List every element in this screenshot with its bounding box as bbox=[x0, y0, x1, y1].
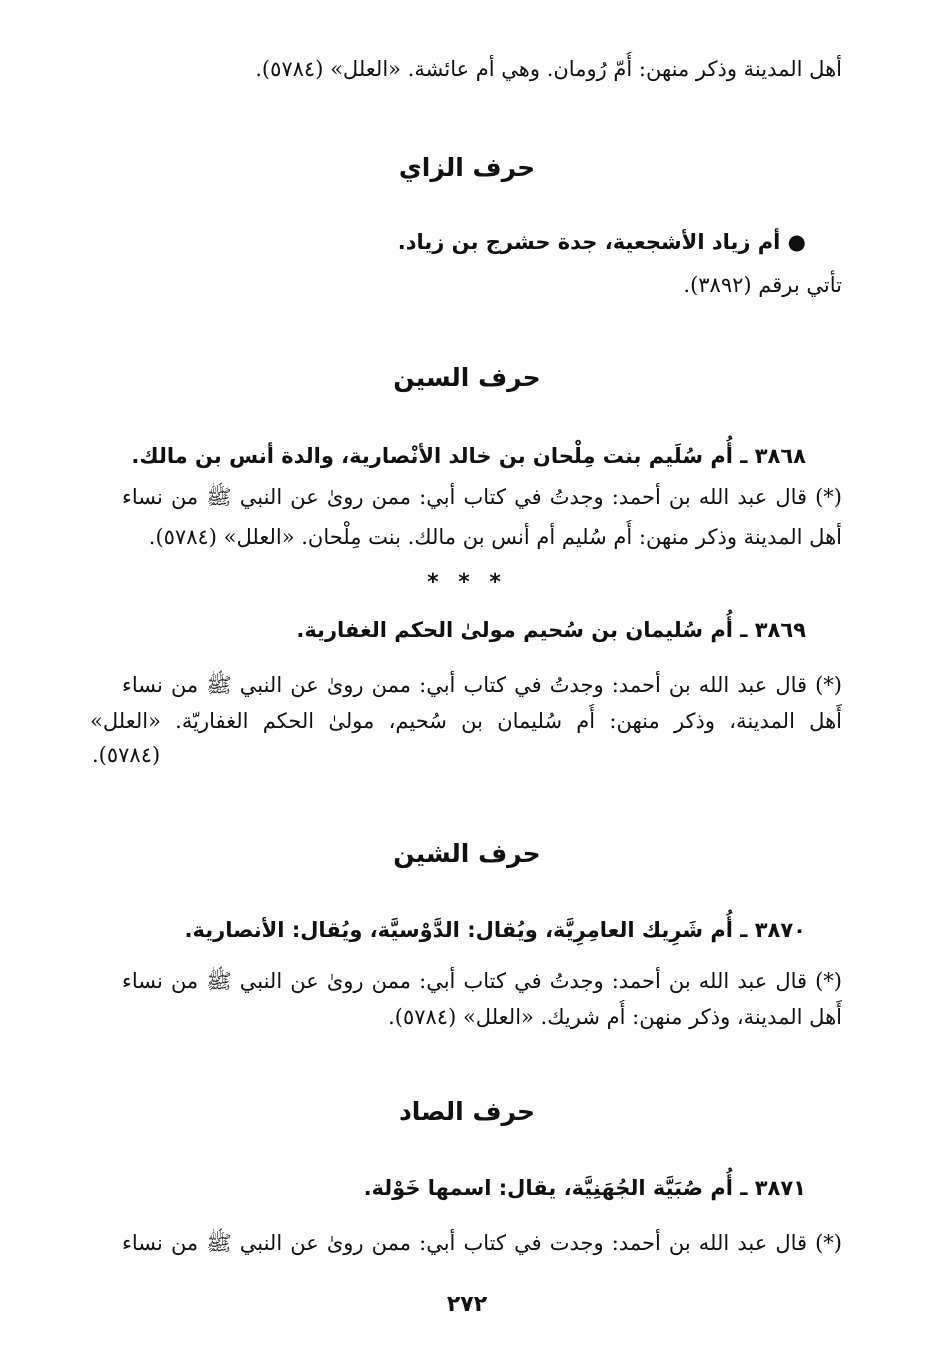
entry-separator: * * * bbox=[427, 570, 507, 595]
entry-3868-title: ٣٨٦٨ ـ أُم سُلَيم بنت مِلْحان بن خالد الأنْصارية، والدة أنس بن مالك. bbox=[131, 444, 806, 468]
cross-reference-note: تأتي برقم (٣٨٩٢). bbox=[683, 273, 842, 297]
continuation-line: أهل المدينة وذكر منهن: أُمّ رُومان. وهي أم عائشة. «العلل» (٥٧٨٤). bbox=[255, 57, 842, 81]
entry-3869-text: (٥٧٨٤). bbox=[92, 743, 161, 767]
entry-3869-text: (*) قال عبد الله بن أحمد: وجدتُ في كتاب أبي: ممن روىٰ عن النبي ﷺ من نساء bbox=[122, 673, 842, 697]
entry-3870-text: أَهل المدينة، وذكر منهن: أُم شريك. «العلل» (٥٧٨٤). bbox=[388, 1005, 842, 1029]
entry-3870-title: ٣٨٧٠ ـ أُم شَرِيك العامِرِيَّة، ويُقال: الدَّوْسيَّة، ويُقال: الأنصارية. bbox=[184, 918, 806, 942]
section-heading-sad: حرف الصاد bbox=[398, 1097, 536, 1126]
entry-3868-text: (*) قال عبد الله بن أحمد: وجدتُ في كتاب أبي: ممن روىٰ عن النبي ﷺ من نساء bbox=[122, 485, 842, 509]
entry-3871-text: (*) قال عبد الله بن أحمد: وجدت في كتاب أبي: ممن روىٰ عن النبي ﷺ من نساء bbox=[122, 1231, 842, 1255]
entry-3871-title: ٣٨٧١ ـ أُم صُبَيَّة الجُهَنِيَّة، يقال: اسمها خَوْلة. bbox=[363, 1176, 806, 1200]
entry-umm-ziyad: ● أم زياد الأشجعية، جدة حشرج بن زياد. bbox=[397, 230, 806, 254]
entry-3868-text: أهل المدينة وذكر منهن: أُم سُليم أم أنس بن مالك. بنت مِلْحان. «العلل» (٥٧٨٤). bbox=[148, 525, 842, 549]
entry-3869-title: ٣٨٦٩ ـ أُم سُليمان بن سُحيم مولىٰ الحكم الغفارية. bbox=[296, 618, 806, 642]
entry-3869-text: أَهل المدينة، وذكر منهن: أُم سُليمان بن سُحيم، مولىٰ الحكم الغفاريّة. «العلل» bbox=[90, 709, 842, 733]
page-number: ٢٧٢ bbox=[446, 1292, 488, 1317]
section-heading-sin: حرف السين bbox=[393, 363, 541, 392]
section-heading-zay: حرف الزاي bbox=[398, 153, 536, 182]
entry-3870-text: (*) قال عبد الله بن أحمد: وجدتُ في كتاب أبي: ممن روىٰ عن النبي ﷺ من نساء bbox=[122, 969, 842, 993]
section-heading-shin: حرف الشين bbox=[393, 839, 541, 868]
